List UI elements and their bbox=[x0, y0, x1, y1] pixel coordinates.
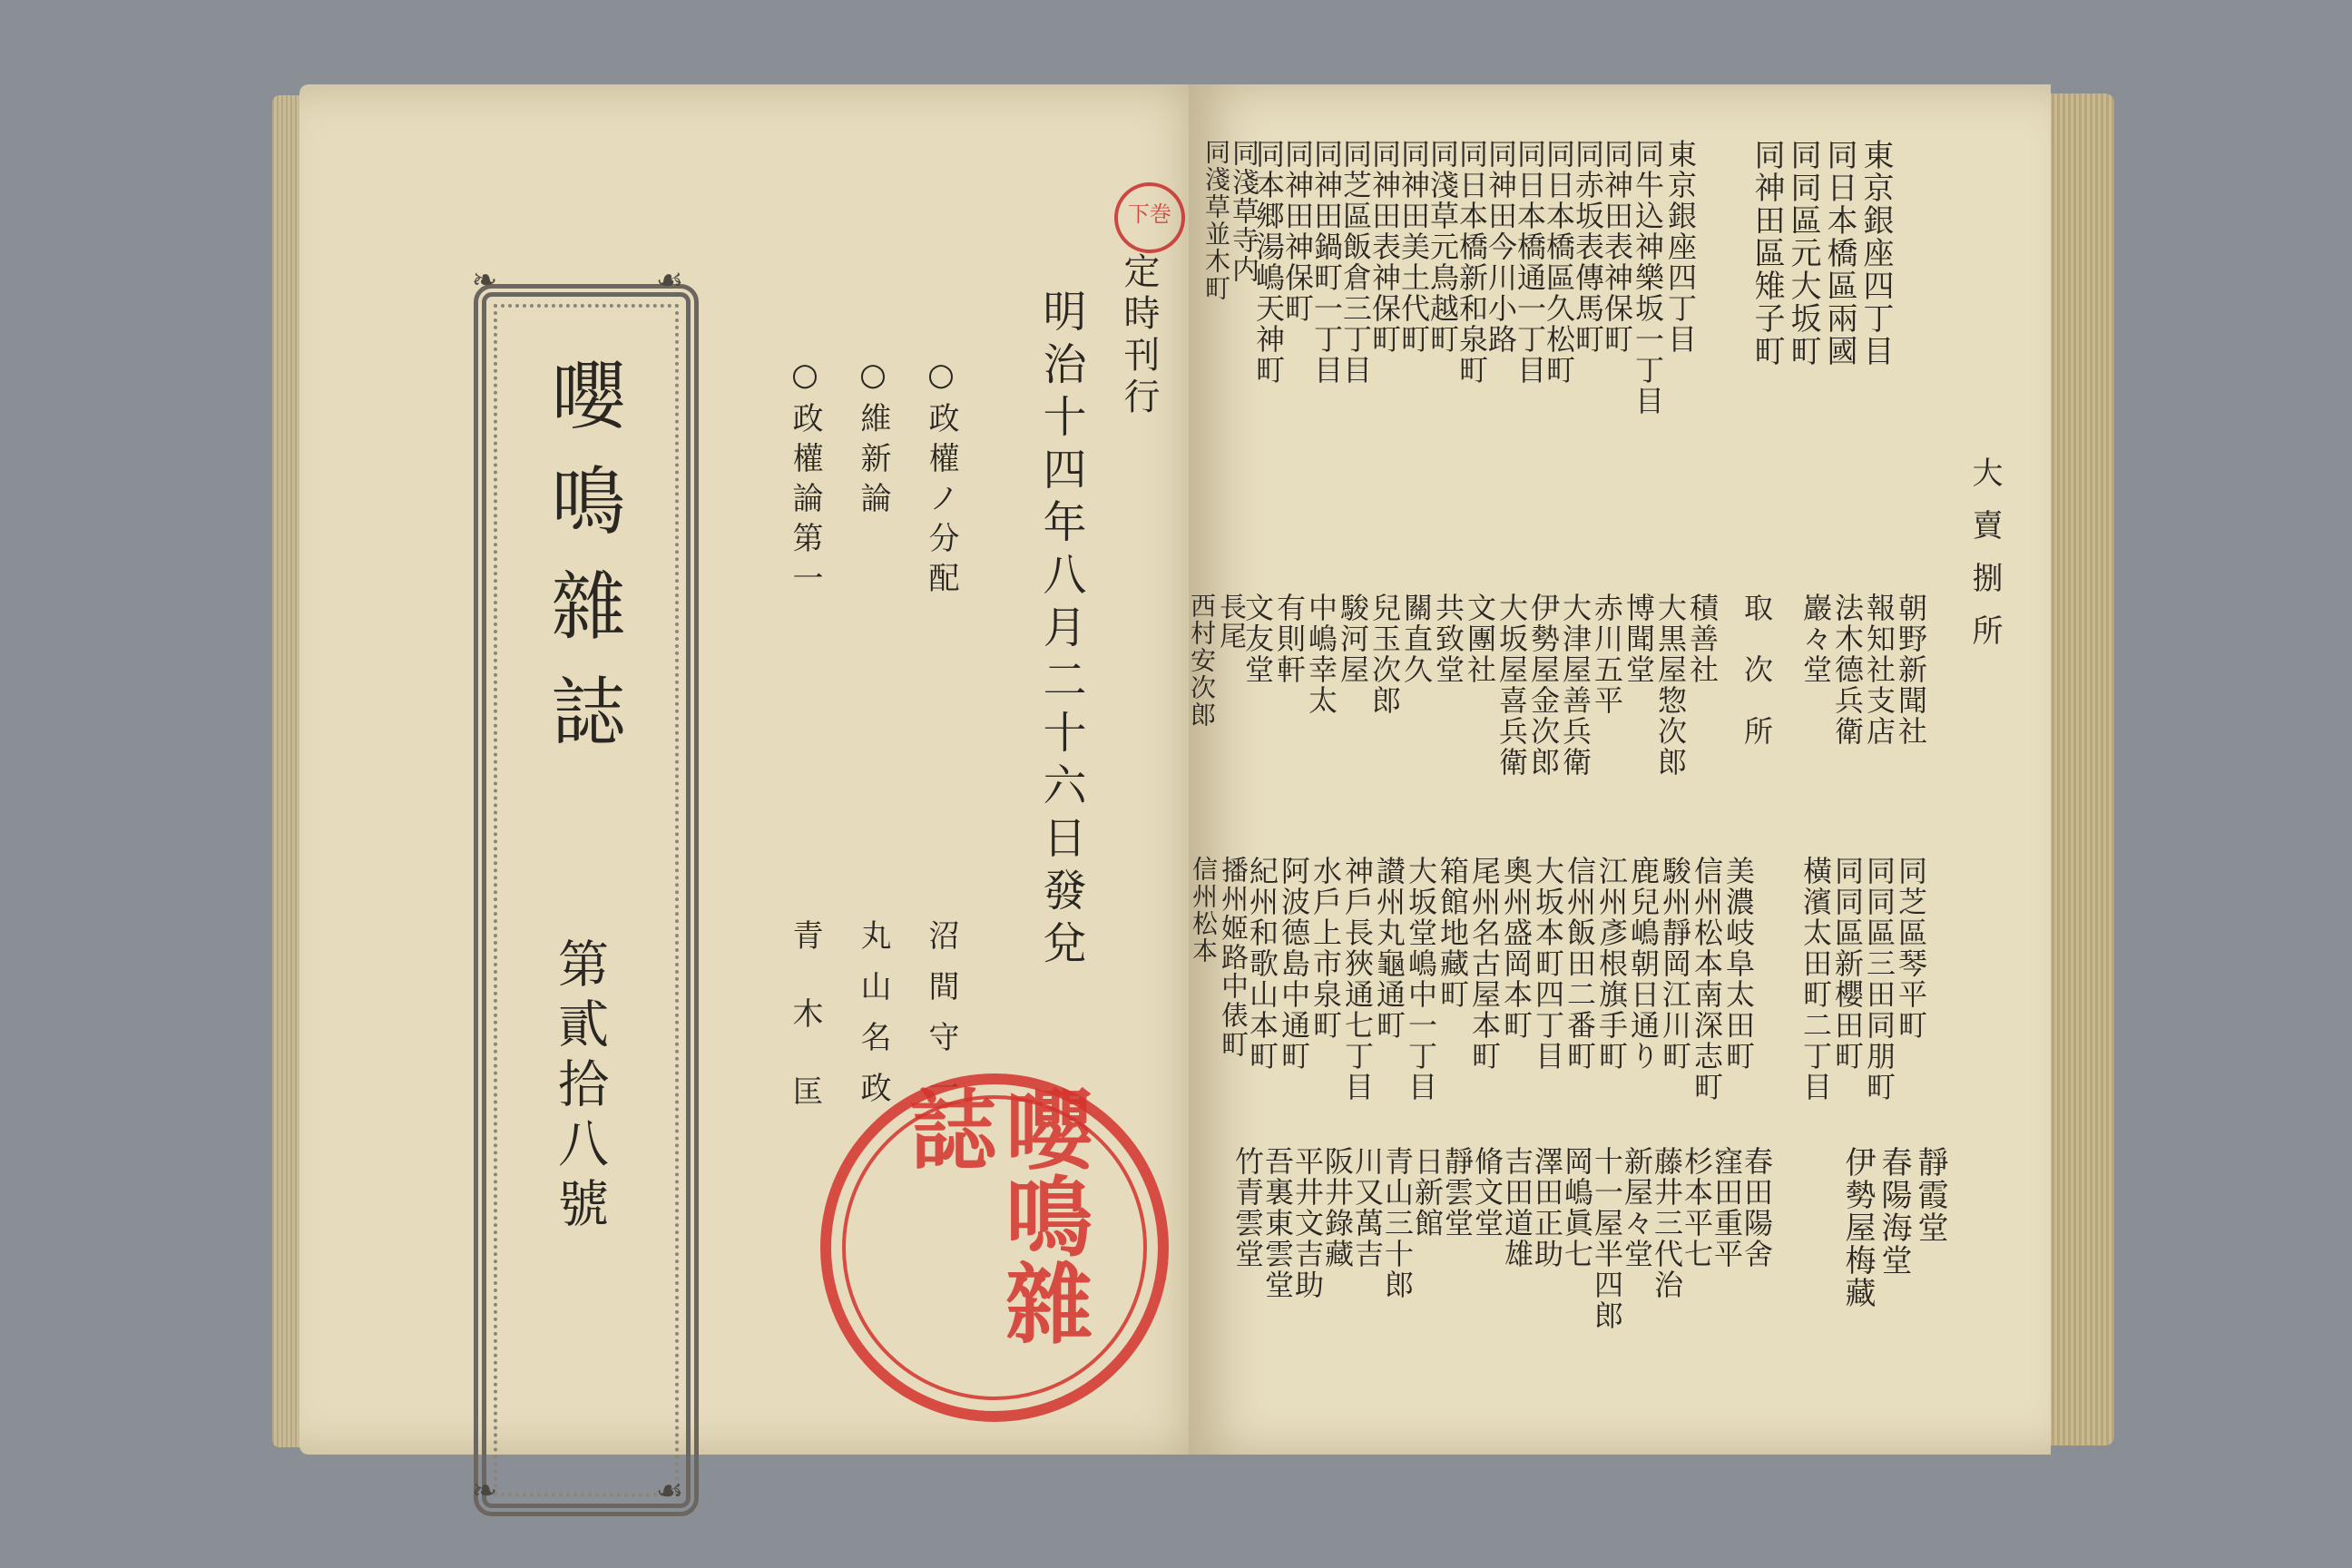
contents-author-2: 丸山名政 bbox=[855, 919, 891, 1122]
sales-col-15: 同本郷湯嶋天神町 bbox=[1251, 139, 1286, 386]
agent-2: 報知社支店 bbox=[1862, 593, 1896, 747]
red-seal-stamp bbox=[820, 1073, 1169, 1422]
agent-16: 駿河屋 bbox=[1336, 593, 1370, 685]
sales-col-14: 同神田神保町 bbox=[1280, 139, 1315, 324]
bottom-agent-2: 春陽海堂 bbox=[1876, 1146, 1912, 1277]
agent-11: 大坂屋喜兵衛 bbox=[1494, 593, 1529, 778]
location-8: 鹿兒嶋朝日通り bbox=[1626, 856, 1661, 1072]
small-red-stamp: 下巻 bbox=[1114, 182, 1185, 253]
bottom-agent-8: 新屋々堂 bbox=[1620, 1146, 1654, 1269]
bottom-agent-14: 靜雲堂 bbox=[1440, 1146, 1475, 1239]
sales-top-col-1: 東京銀座四丁目 bbox=[1857, 139, 1894, 368]
bottom-agent-4: 春田陽舍 bbox=[1740, 1146, 1774, 1269]
contents-author-3: 青木匡 bbox=[787, 919, 823, 1153]
location-13: 尾州名古屋本町 bbox=[1467, 856, 1502, 1072]
ornament-top-left-icon: ❧ bbox=[471, 262, 498, 299]
sales-col-16: 同淺草寺内 bbox=[1227, 139, 1259, 284]
location-18: 水戶上市泉町 bbox=[1308, 856, 1343, 1041]
sales-col-6: 同日本橋通一丁目 bbox=[1513, 139, 1547, 386]
agent-21: 西村安次郎 bbox=[1187, 593, 1217, 729]
sales-col-13: 同神田鍋町一丁目 bbox=[1309, 139, 1344, 386]
sales-col-5: 同日本橋區久松町 bbox=[1542, 139, 1576, 386]
agent-19: 文友堂 bbox=[1240, 593, 1275, 685]
right-page bbox=[1189, 84, 2051, 1455]
agent-1: 朝野新聞社 bbox=[1894, 593, 1928, 747]
sales-col-7: 同神田今川小路 bbox=[1484, 139, 1518, 355]
sales-col-8: 同日本橋新和泉町 bbox=[1455, 139, 1489, 386]
bottom-agent-10: 岡嶋眞七 bbox=[1560, 1146, 1594, 1269]
bottom-agent-16: 青山三十郎 bbox=[1380, 1146, 1415, 1300]
location-5: 美濃岐阜太田町 bbox=[1721, 856, 1756, 1072]
location-1: 同芝區琴平町 bbox=[1894, 856, 1928, 1041]
location-21: 播州姬路中俵町 bbox=[1216, 856, 1248, 1059]
location-16: 讃州丸龜通町 bbox=[1372, 856, 1406, 1041]
sales-col-9: 同淺草元鳥越町 bbox=[1426, 139, 1460, 355]
bottom-agent-19: 平井文吉助 bbox=[1290, 1146, 1325, 1300]
location-22: 信州松本 bbox=[1189, 856, 1219, 965]
issue-number: 第貳拾八號 bbox=[550, 937, 609, 1237]
publication-label: 定時刊行 bbox=[1118, 252, 1160, 419]
contents-author-1: 沼間守一 bbox=[923, 919, 959, 1122]
agent-6: 大黒屋惣次郎 bbox=[1653, 593, 1688, 778]
location-3: 同同區新櫻田町 bbox=[1830, 856, 1865, 1072]
location-6: 信州松本南深志町 bbox=[1690, 856, 1724, 1102]
agent-10: 伊勢屋金次郎 bbox=[1526, 593, 1561, 778]
location-7: 駿州靜岡江川町 bbox=[1658, 856, 1692, 1072]
agent-4: 巖々堂 bbox=[1798, 593, 1833, 685]
sales-col-3: 同神田表神保町 bbox=[1600, 139, 1634, 355]
sales-top-col-2: 同日本橋區兩國 bbox=[1821, 139, 1857, 368]
sales-col-11: 同神田表神保町 bbox=[1367, 139, 1402, 355]
agent-15: 兒玉次郎 bbox=[1367, 593, 1402, 716]
bottom-agent-5: 窪田重平 bbox=[1710, 1146, 1744, 1269]
agent-9: 大津屋善兵衛 bbox=[1558, 593, 1592, 778]
sales-top-col-4: 同神田區雉子町 bbox=[1749, 139, 1785, 368]
open-book bbox=[272, 68, 2352, 1509]
location-10: 信州飯田二番町 bbox=[1563, 856, 1597, 1072]
sales-col-12: 同芝區飯倉三丁目 bbox=[1338, 139, 1373, 386]
bottom-agent-3: 伊勢屋梅藏 bbox=[1839, 1146, 1876, 1309]
location-11: 大坂本町四丁目 bbox=[1531, 856, 1565, 1072]
bottom-agent-6: 杉本平七 bbox=[1680, 1146, 1714, 1269]
location-15: 大坂堂嶋中一丁目 bbox=[1404, 856, 1438, 1102]
agent-12: 文團社 bbox=[1463, 593, 1497, 685]
bottom-agent-9: 十一屋半四郎 bbox=[1590, 1146, 1624, 1331]
agent-7: 博聞堂 bbox=[1622, 593, 1656, 685]
sales-col-10: 同神田美土代町 bbox=[1396, 139, 1431, 355]
ornament-top-right-icon: ☙ bbox=[655, 262, 684, 299]
red-seal-text: 嚶鳴雜誌 bbox=[896, 1084, 1094, 1346]
agent-17: 中嶋幸太 bbox=[1304, 593, 1338, 716]
agent-5: 積善社 bbox=[1685, 593, 1720, 685]
bottom-agent-7: 藤井三代治 bbox=[1650, 1146, 1684, 1300]
location-2: 同同區三田同朋町 bbox=[1862, 856, 1896, 1102]
agent-18: 有則軒 bbox=[1272, 593, 1307, 685]
sales-col-1: 東京銀座四丁目 bbox=[1663, 139, 1698, 355]
contents-title-1: ○政權ノ分配 bbox=[923, 357, 959, 602]
agent-3: 法木德兵衛 bbox=[1830, 593, 1865, 747]
bottom-agent-13: 脩文堂 bbox=[1470, 1146, 1504, 1239]
contents-title-3: ○政權論第一 bbox=[787, 357, 823, 602]
agent-20: 長尾 bbox=[1214, 593, 1246, 651]
bottom-agent-1: 靜霞堂 bbox=[1912, 1146, 1948, 1244]
sales-col-17: 同淺草並木町 bbox=[1201, 139, 1231, 302]
ornament-bottom-left-icon: ❧ bbox=[471, 1473, 498, 1509]
bottom-agent-20: 吾裏東雲堂 bbox=[1260, 1146, 1295, 1300]
torii-label: 取次所 bbox=[1740, 593, 1774, 778]
left-page bbox=[299, 84, 1219, 1509]
sales-col-2: 同牛込神樂坂一丁目 bbox=[1631, 139, 1665, 416]
bottom-agent-15: 日新館 bbox=[1410, 1146, 1445, 1239]
location-14: 箱館地藏町 bbox=[1436, 856, 1470, 1010]
contents-title-2: ○維新論 bbox=[855, 357, 891, 522]
agent-14: 關直久 bbox=[1399, 593, 1434, 685]
location-4: 橫濱太田町二丁目 bbox=[1798, 856, 1833, 1102]
location-20: 紀州和歌山本町 bbox=[1245, 856, 1279, 1072]
bottom-agent-17: 川又萬吉 bbox=[1350, 1146, 1385, 1269]
bottom-agent-18: 阪井錄藏 bbox=[1320, 1146, 1355, 1269]
agent-8: 赤川五平 bbox=[1590, 593, 1624, 716]
ornament-bottom-right-icon: ☙ bbox=[655, 1473, 684, 1509]
bottom-agent-11: 澤田正助 bbox=[1530, 1146, 1564, 1269]
magazine-title: 嚶鳴雜誌 bbox=[539, 357, 625, 778]
agent-13: 共致堂 bbox=[1431, 593, 1465, 685]
sales-top-col-3: 同同區元大坂町 bbox=[1785, 139, 1821, 368]
issue-date: 明治十四年八月二十六日發兌 bbox=[1035, 289, 1086, 973]
bottom-agent-21: 竹青雲堂 bbox=[1230, 1146, 1265, 1269]
sales-col-4: 同赤坂表傳馬町 bbox=[1571, 139, 1605, 355]
location-19: 阿波德島中通町 bbox=[1277, 856, 1311, 1072]
location-9: 江州彥根旗手町 bbox=[1594, 856, 1629, 1072]
location-12: 奧州盛岡本町 bbox=[1499, 856, 1534, 1041]
location-17: 神戶長狹通七丁目 bbox=[1340, 856, 1375, 1102]
sales-header: 大賣捌所 bbox=[1966, 456, 2003, 667]
bottom-agent-12: 吉田道雄 bbox=[1500, 1146, 1534, 1269]
